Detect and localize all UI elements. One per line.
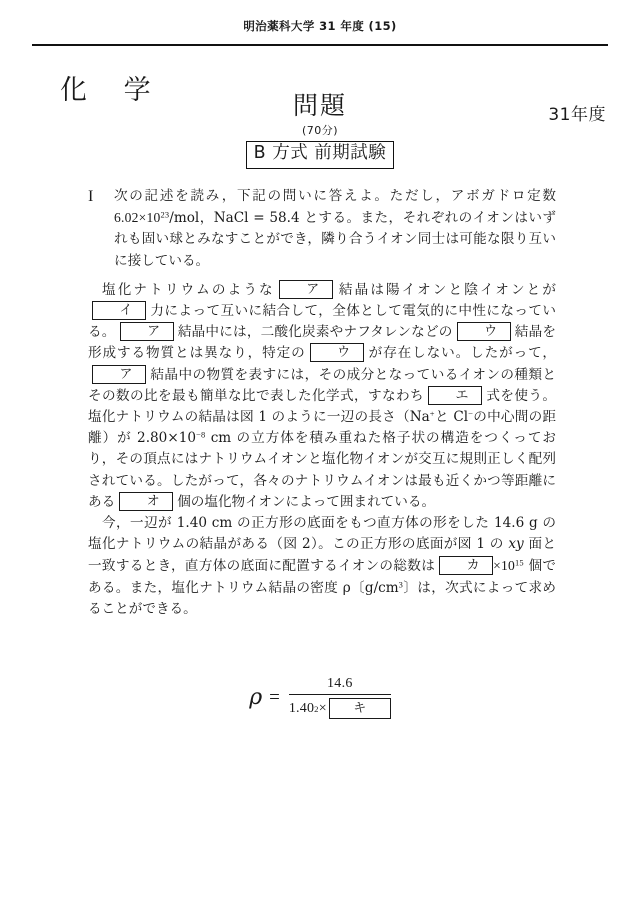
p1-seg-7: 結晶中の物質を表すには，その成分となっているイオンの種類とその数の比を最も簡単な比で表した化学式，すなわち	[88, 366, 556, 404]
blank-a-3[interactable]: ア	[92, 365, 146, 384]
paragraph-2	[88, 513, 556, 620]
p1-seg-4: 結晶中には，二酸化炭素やナフタレンなどの	[177, 324, 453, 341]
question-number: I	[88, 188, 94, 205]
exam-type-badge: B 方式 前期試験	[246, 141, 395, 169]
formula-equals-sign: =	[269, 686, 280, 708]
paragraph-gap	[88, 272, 556, 280]
formula-side-length: 1.40	[288, 700, 315, 716]
sodium-ion-charge: +	[429, 408, 435, 419]
blank-c-1[interactable]: ウ	[457, 322, 511, 341]
question-body	[88, 186, 556, 620]
intro-paragraph	[88, 186, 556, 272]
p1-seg-8d: cm の立方体を積み重ねた格子状の構造をつくっており，その頂点にはナトリウムイオンと塩化物イオンが交互に規則正しく配列されている。したがって，各々のナトリウムイオンは最も近くかつ等距離にある	[88, 430, 557, 510]
density-formula	[0, 676, 640, 719]
blank-c-2[interactable]: ウ	[310, 343, 364, 362]
exam-title-block	[180, 92, 460, 169]
p2-seg-1: 今，一辺が 1.40 cm の正方形の底面をもつ直方体の形をした 14.6 g の塩化ナトリウムの結晶がある（図 2）。この正方形の底面が図 1 の	[88, 515, 556, 553]
blank-a-1[interactable]: ア	[279, 280, 333, 299]
blank-e[interactable]: オ	[119, 492, 173, 511]
formula-rho-symbol: ρ	[249, 685, 263, 710]
exam-duration: (70分)	[301, 123, 339, 137]
header-divider-rule	[32, 44, 608, 46]
formula-denominator: 1.40 2 × キ	[289, 695, 391, 719]
p1-seg-1: 塩化ナトリウムのような	[102, 281, 275, 298]
p2-seg-2: 個である。また，塩化ナトリウム結晶の密度 ρ〔g/cm	[88, 558, 556, 596]
p1-seg-2: 結晶は陽イオンと陰イオンとが	[336, 281, 556, 298]
avogadro-value: 6.02×10	[114, 210, 161, 226]
paragraph-1	[88, 280, 556, 513]
exam-year: 31年度	[548, 105, 606, 125]
p1-seg-3: 力によって互いに結合して，全体として電気的に中性になっている。	[88, 303, 556, 341]
running-header: 明治薬科大学 31 年度 (15)	[243, 19, 397, 33]
p2-seg-1b: 面と一致するとき，直方体の底面に配置するイオンの総数は	[88, 536, 556, 575]
page-title: 化 学	[60, 75, 165, 106]
blank-d[interactable]: エ	[428, 386, 482, 405]
p1-seg-8: 式を使う。塩化ナトリウムの結晶は図 1 のように一辺の長さ（Na	[88, 387, 556, 426]
exam-type-wrapper	[180, 141, 460, 169]
p1-seg-8b: と Cl	[434, 409, 469, 426]
p1-seg-5: 結晶を形成する物質とは異なり，特定の	[88, 324, 557, 362]
density-unit-exponent: 3	[398, 579, 404, 590]
ion-count-multiplier: ×10	[493, 558, 515, 574]
exam-title-main: 問題	[292, 91, 347, 120]
blank-g[interactable]: キ	[329, 698, 391, 719]
intro-text-1: 次の記述を読み，下記の問いに答えよ。ただし，アボガドロ定数	[114, 188, 556, 204]
blank-a-2[interactable]: ア	[120, 322, 174, 341]
p2-seg-3: 〕は，次式によって求めることができる。	[88, 579, 556, 617]
p1-seg-8c: の中心間の距離）が 2.80×10	[88, 409, 556, 447]
chloride-ion-charge: −	[468, 408, 474, 419]
formula-multiply-sign: ×	[318, 700, 327, 716]
intro-text-2: /mol，NaCl = 58.4 とする。また，それぞれのイオンはいずれも固い球とみなすことができ，隣り合うイオン同士は可能な限り互いに接している。	[114, 210, 556, 269]
formula-fraction	[289, 676, 391, 719]
p1-seg-9: 個の塩化物イオンによって囲まれている。	[177, 493, 436, 510]
formula-numerator: 14.6	[326, 676, 353, 691]
p1-seg-6: が存在しない。したがって，	[367, 345, 557, 362]
lattice-distance-exponent: −8	[196, 429, 206, 440]
avogadro-exponent: 23	[160, 209, 170, 220]
xy-plane-label: xy	[508, 536, 524, 553]
ion-count-exponent: 15	[515, 558, 524, 569]
blank-f[interactable]: カ	[439, 556, 493, 575]
blank-b[interactable]: イ	[92, 301, 146, 320]
